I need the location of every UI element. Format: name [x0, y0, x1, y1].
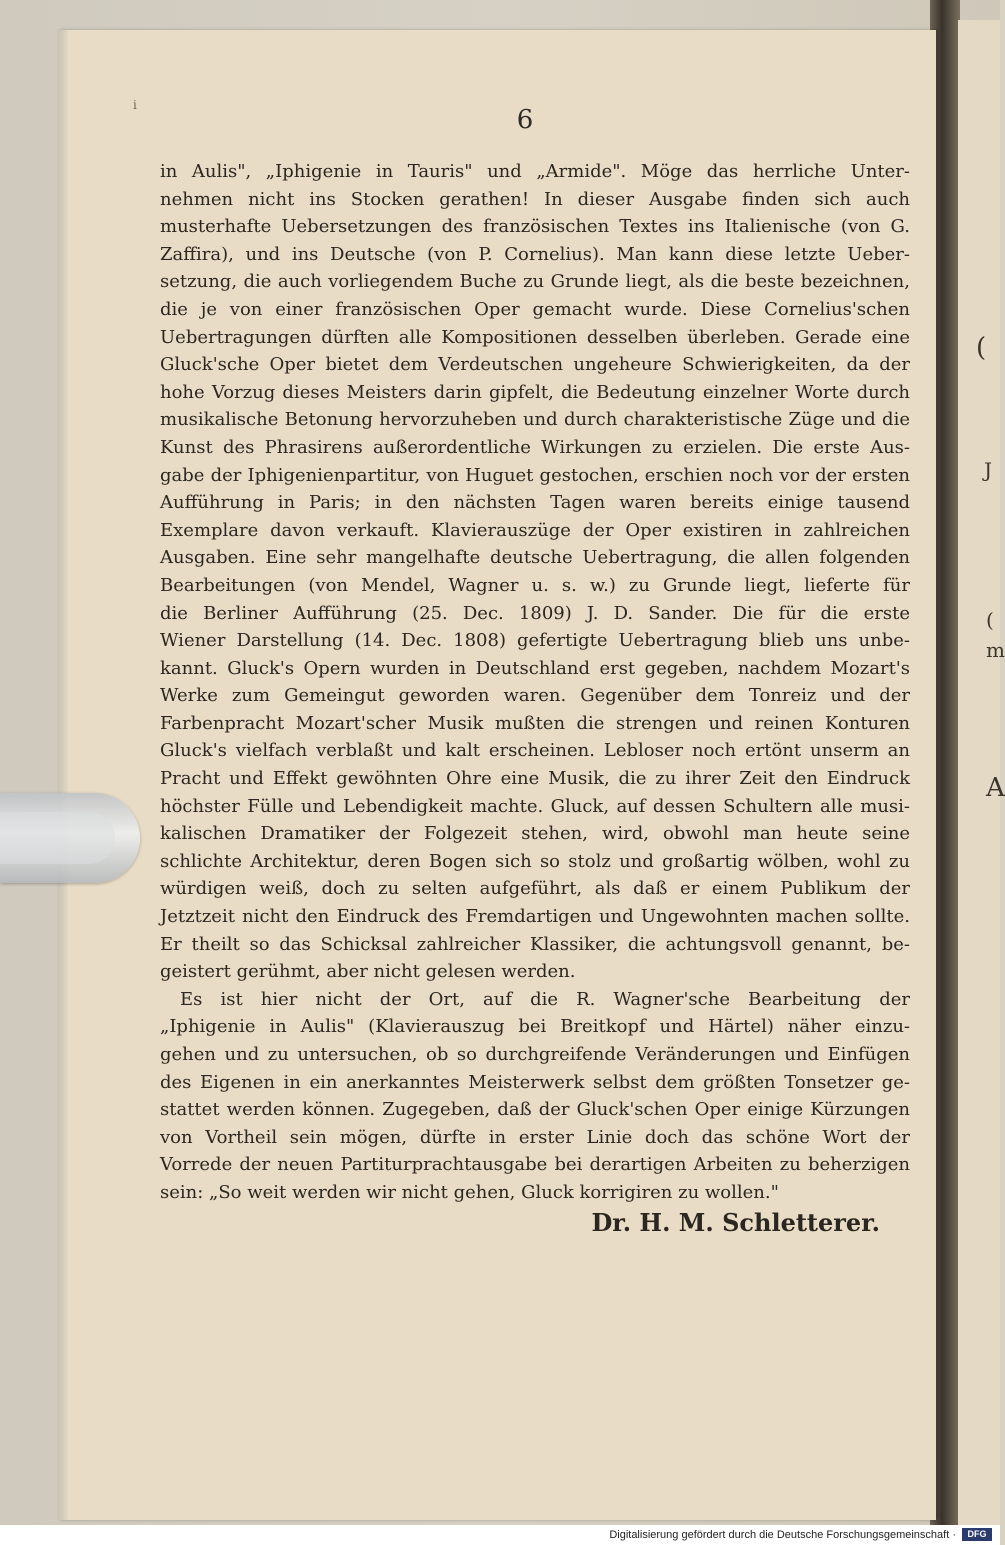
- text-line: würdigen weiß, doch zu selten aufgeführt, als daß er einem Publikum der: [160, 878, 910, 900]
- adjacent-page-edge: [958, 20, 1005, 1525]
- adjacent-page-glyph: m: [986, 638, 1005, 662]
- text-line: schlichte Architektur, deren Bogen sich so stolz und großartig wölben, wohl zu: [160, 850, 910, 872]
- text-line: nehmen nicht ins Stocken gerathen! In dieser Ausgabe finden sich auch: [160, 188, 910, 210]
- margin-mark: i: [133, 98, 137, 112]
- text-line: Wiener Darstellung (14. Dec. 1808) gefertigte Uebertragung blieb uns unbe-: [160, 630, 910, 652]
- text-line: Farbenpracht Mozart'scher Musik mußten die strengen und reinen Konturen: [160, 712, 910, 734]
- text-line: des Eigenen in ein anerkanntes Meisterwerk selbst dem größten Tonsetzer ge-: [160, 1071, 910, 1093]
- text-line: die je von einer französischen Oper gemacht wurde. Diese Cornelius'schen: [160, 298, 910, 320]
- text-line: Vorrede der neuen Partiturprachtausgabe bei derartigen Arbeiten zu beherzigen: [160, 1154, 910, 1176]
- plastic-clip-highlight: [0, 812, 115, 864]
- adjacent-page-glyph: (: [986, 608, 994, 632]
- text-line: Exemplare davon verkauft. Klavierauszüge der Oper existiren in zahlreichen: [160, 519, 910, 541]
- text-line: gabe der Iphigenienpartitur, von Huguet gestochen, erschien noch vor der ersten: [160, 464, 910, 486]
- text-line: Gluck's vielfach verblaßt und kalt erscheinen. Lebloser noch ertönt unserm an: [160, 740, 910, 762]
- text-line: Jetztzeit nicht den Eindruck des Fremdartigen und Ungewohnten machen sollte.: [160, 906, 910, 928]
- text-line: die Berliner Aufführung (25. Dec. 1809) J. D. Sander. Die für die erste: [160, 602, 910, 624]
- text-line: Aufführung in Paris; in den nächsten Tagen waren bereits einige tausend: [160, 492, 910, 514]
- text-line: musterhafte Uebersetzungen des französischen Textes ins Italienische (von G.: [160, 216, 910, 238]
- text-line: setzung, die auch vorliegendem Buche zu Grunde liegt, als die beste bezeichnen,: [160, 271, 910, 293]
- text-line: Gluck'sche Oper bietet dem Verdeutschen ungeheure Schwierigkeiten, da der: [160, 354, 910, 376]
- text-line: Pracht und Effekt gewöhnten Ohre eine Musik, die zu ihrer Zeit den Eindruck: [160, 768, 910, 790]
- text-line: musikalische Betonung hervorzuheben und durch charakteristische Züge und die: [160, 409, 910, 431]
- adjacent-page-glyph: J: [984, 458, 993, 482]
- body-text: [160, 158, 910, 1207]
- text-line: Kunst des Phrasirens außerordentliche Wirkungen zu erzielen. Die erste Aus-: [160, 436, 910, 458]
- adjacent-page-glyph: (: [976, 333, 987, 363]
- text-line: Zaffira), und ins Deutsche (von P. Cornelius). Man kann diese letzte Ueber-: [160, 243, 910, 265]
- text-line: Es ist hier nicht der Ort, auf die R. Wagner'sche Bearbeitung der: [180, 988, 910, 1010]
- text-line: von Vortheil sein mögen, dürfte in erster Linie doch das schöne Wort der: [160, 1126, 910, 1148]
- page-edge-shadow: [58, 30, 68, 1520]
- adjacent-page-glyph: A: [986, 773, 1005, 803]
- text-line: stattet werden können. Zugegeben, daß der Gluck'schen Oper einige Kürzungen: [160, 1099, 910, 1121]
- text-line: kalischen Dramatiker der Folgezeit stehen, wird, obwohl man heute seine: [160, 823, 910, 845]
- text-line: in Aulis", „Iphigenie in Tauris" und „Armide". Möge das herrliche Unter-: [160, 161, 910, 182]
- funding-credit: Digitalisierung gefördert durch die Deutsche Forschungsgemeinschaft ·: [609, 1529, 956, 1541]
- text-line: Er theilt so das Schicksal zahlreicher Klassiker, die achtungsvoll genannt, be-: [160, 933, 910, 955]
- text-line: Bearbeitungen (von Mendel, Wagner u. s. w.) zu Grunde liegt, lieferte für: [160, 574, 910, 596]
- author-signature: Dr. H. M. Schletterer.: [591, 1208, 880, 1237]
- text-line: Uebertragungen dürften alle Kompositionen desselben überleben. Gerade eine: [160, 326, 910, 348]
- text-line: „Iphigenie in Aulis" (Klavierauszug bei Breitkopf und Härtel) näher einzu-: [160, 1016, 910, 1038]
- text-line: hohe Vorzug dieses Meisters darin gipfelt, die Bedeutung einzelner Worte durch: [160, 381, 910, 403]
- text-line: Ausgaben. Eine sehr mangelhafte deutsche Uebertragung, die allen folgenden: [160, 547, 910, 569]
- dfg-logo-icon: DFG: [962, 1528, 992, 1541]
- text-line: gehen und zu untersuchen, ob so durchgreifende Veränderungen und Einfügen: [160, 1044, 910, 1065]
- text-line: höchster Fülle und Lebendigkeit machte. Gluck, auf dessen Schultern alle musi-: [160, 795, 910, 817]
- text-line: kannt. Gluck's Opern wurden in Deutschland erst gegeben, nachdem Mozart's: [160, 657, 910, 679]
- page-number: 6: [516, 105, 534, 135]
- text-line: Werke zum Gemeingut geworden waren. Gegenüber dem Tonreiz und der: [160, 685, 910, 707]
- text-line: geistert gerühmt, aber nicht gelesen werden.: [160, 961, 576, 983]
- text-line: sein: „So weit werden wir nicht gehen, Gluck korrigiren zu wollen.": [160, 1181, 779, 1203]
